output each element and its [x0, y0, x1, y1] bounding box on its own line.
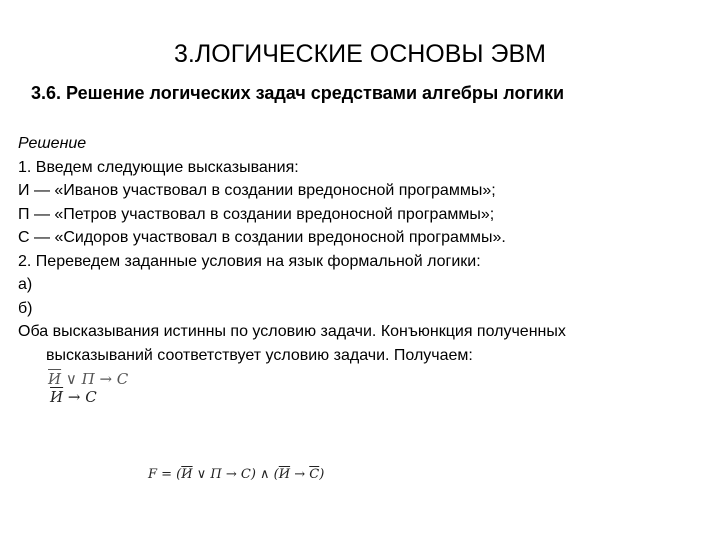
- item-b-label: б): [18, 299, 33, 317]
- text-line: 1. Введем следующие высказывания:: [18, 158, 299, 176]
- text-line: И — «Иванов участвовал в создании вредоносной программы»;: [18, 182, 496, 199]
- slide-title: 3.ЛОГИЧЕСКИЕ ОСНОВЫ ЭВМ: [174, 40, 546, 68]
- item-a-label: а): [18, 276, 33, 293]
- slide-subtitle: 3.6. Решение логических задач средствами алгебры логики: [31, 83, 565, 103]
- formula-result-mid: ∨ П → С) ∧ (: [192, 467, 279, 482]
- formula-a: [48, 370, 128, 388]
- formula-a-negated: И: [48, 370, 62, 388]
- formula-b-rest: → С: [63, 388, 97, 406]
- formula-result-negated-1: И: [181, 467, 193, 482]
- formula-result-end: ): [319, 467, 325, 482]
- formula-result-mid2: →: [290, 467, 310, 482]
- formula-b-negated: И: [50, 388, 64, 406]
- text-line: Оба высказывания истинны по условию задачи. Конъюнкция полученных: [18, 323, 566, 340]
- formula-b: [50, 388, 97, 406]
- text-line: С — «Сидоров участвовал в создании вредоносной программы».: [18, 229, 506, 246]
- solution-heading: Решение: [18, 135, 87, 152]
- solution-text: [18, 132, 708, 367]
- formula-result-negated-2: И: [278, 467, 291, 482]
- formula-result: [148, 467, 324, 482]
- text-line: высказываний соответствует условию задачи. Получаем:: [46, 346, 473, 364]
- formula-result-lhs: F = (: [148, 467, 182, 482]
- formula-result-negated-3: С: [309, 467, 320, 482]
- text-line: П — «Петров участвовал в создании вредоносной программы»;: [18, 205, 495, 223]
- text-line: 2. Переведем заданные условия на язык формальной логики:: [18, 252, 481, 270]
- formula-a-rest: ∨ П → С: [61, 370, 129, 388]
